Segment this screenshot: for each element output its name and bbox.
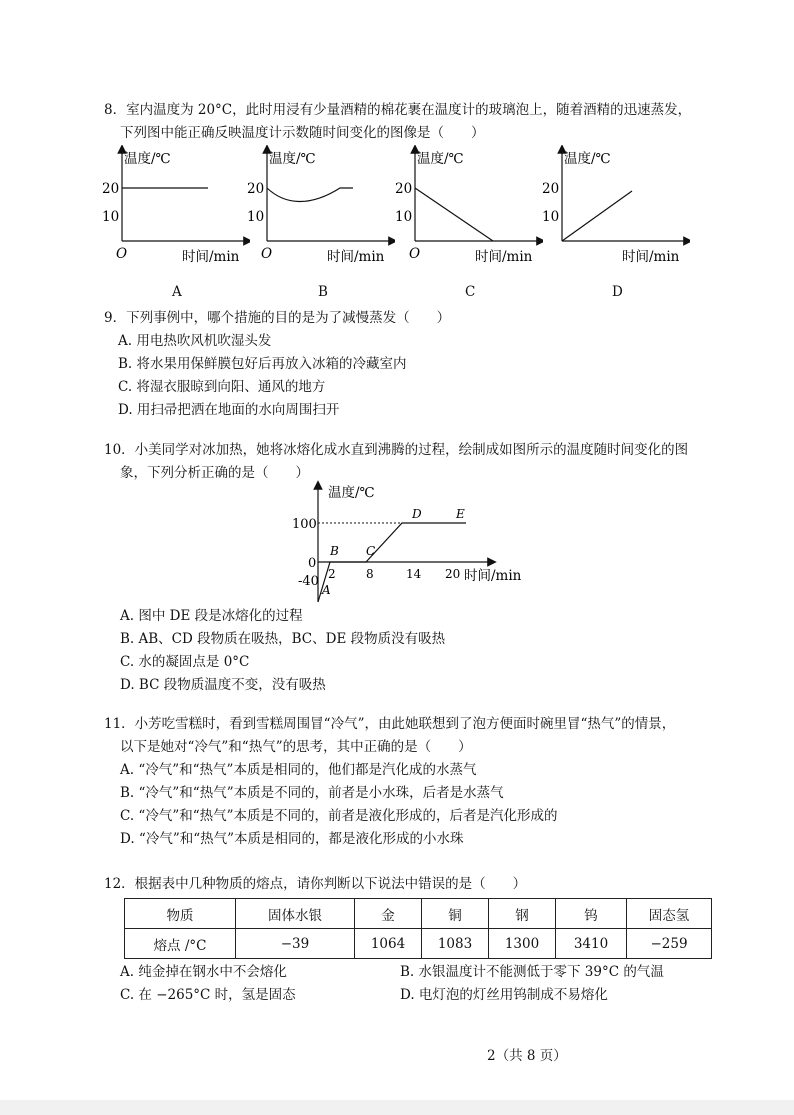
q8-b-curve bbox=[267, 188, 353, 202]
table-cell: 1064 bbox=[355, 929, 422, 959]
q10-option-d: D. BC 段物质温度不变，没有吸热 bbox=[120, 677, 326, 693]
q8-c-tick20: 20 bbox=[395, 181, 413, 197]
q8-c-origin: O bbox=[409, 246, 421, 262]
q10-point-a: A bbox=[322, 583, 331, 597]
q8-d-tick10: 10 bbox=[542, 209, 560, 225]
q10-stem-line2: 象，下列分析正确的是（ ） bbox=[120, 465, 309, 481]
q9-option-d: D. 用扫帚把洒在地面的水向周围扫开 bbox=[118, 402, 340, 418]
q9-stem: 9．下列事例中，哪个措施的目的是为了减慢蒸发（ ） bbox=[104, 310, 451, 326]
q11-option-d: D. “冷气”和“热气”本质是相同的，都是液化形成的小水珠 bbox=[120, 831, 464, 847]
q8-a-tick10: 10 bbox=[102, 209, 120, 225]
melting-point-table bbox=[124, 898, 712, 959]
q10-xtick-8: 8 bbox=[366, 567, 374, 581]
q11-stem-line1: 11．小芳吃雪糕时，看到雪糕周围冒“冷气”，由此她联想到了泡方便面时碗里冒“热气”的情景， bbox=[104, 716, 676, 732]
q10-xlabel: 时间/min bbox=[464, 568, 522, 584]
q10-point-d: D bbox=[412, 507, 422, 521]
q10-option-a: A. 图中 DE 段是冰熔化的过程 bbox=[120, 608, 303, 624]
q8-option-a: A bbox=[172, 284, 182, 300]
q8-b-xlabel: 时间/min bbox=[327, 249, 385, 265]
table-cell: 固态氢 bbox=[627, 899, 712, 929]
table-header-row bbox=[125, 899, 712, 929]
q10-ytick-0: 0 bbox=[308, 556, 317, 571]
table-cell: 3410 bbox=[556, 929, 627, 959]
q8-a-origin: O bbox=[116, 246, 128, 262]
q8-c-curve bbox=[415, 188, 493, 241]
q8-a-xlabel: 时间/min bbox=[182, 249, 240, 265]
table-cell: 固体水银 bbox=[236, 899, 355, 929]
table-row bbox=[125, 929, 712, 959]
q8-c-tick10: 10 bbox=[395, 209, 413, 225]
q8-stem-line1: 8．室内温度为 20°C，此时用浸有少量酒精的棉花裹在温度计的玻璃泡上，随着酒精的迅速蒸发， bbox=[104, 102, 692, 118]
q8-option-d: D bbox=[612, 284, 623, 300]
q10-ytick-100: 100 bbox=[292, 517, 317, 532]
q10-point-c: C bbox=[366, 544, 376, 558]
q8-d-xlabel: 时间/min bbox=[622, 249, 680, 265]
q8-d-ylabel: 温度/℃ bbox=[564, 151, 611, 167]
q10-stem-line1: 10．小美同学对冰加热，她将冰熔化成水直到沸腾的过程，绘制成如图所示的温度随时间变化的图 bbox=[104, 442, 689, 458]
table-cell: 钢 bbox=[489, 899, 556, 929]
q11-option-c: C. “冷气”和“热气”本质是不同的，前者是液化形成的，后者是汽化形成的 bbox=[120, 808, 558, 824]
q10-ylabel: 温度/℃ bbox=[328, 485, 375, 501]
q10-graph bbox=[292, 480, 532, 605]
q11-option-b: B. “冷气”和“热气”本质是不同的，前者是小水珠，后者是水蒸气 bbox=[120, 785, 504, 801]
table-cell: −259 bbox=[627, 929, 712, 959]
q10-xtick-14: 14 bbox=[406, 567, 422, 581]
q8-b-ylabel: 温度/℃ bbox=[269, 151, 316, 167]
page-bottom-edge bbox=[0, 1100, 794, 1115]
q12-option-b: B. 水银温度计不能测低于零下 39°C 的气温 bbox=[400, 964, 664, 980]
q12-option-d: D. 电灯泡的灯丝用钨制成不易熔化 bbox=[400, 987, 608, 1003]
q10-option-c: C. 水的凝固点是 0°C bbox=[120, 654, 250, 670]
table-cell: 1300 bbox=[489, 929, 556, 959]
q8-stem-line2: 下列图中能正确反映温度计示数随时间变化的图像是（ ） bbox=[120, 125, 485, 141]
table-cell: 物质 bbox=[125, 899, 236, 929]
q9-option-c: C. 将湿衣服晾到向阳、通风的地方 bbox=[118, 379, 326, 395]
q10-point-e: E bbox=[456, 507, 465, 521]
q10-xtick-2: 2 bbox=[328, 567, 336, 581]
table-cell: 金 bbox=[355, 899, 422, 929]
q8-b-origin: O bbox=[261, 246, 273, 262]
table-cell: −39 bbox=[236, 929, 355, 959]
table-cell: 钨 bbox=[556, 899, 627, 929]
q12-option-a: A. 纯金掉在钢水中不会熔化 bbox=[120, 964, 287, 980]
q10-ytick-neg40: -40 bbox=[298, 574, 319, 589]
table-cell: 熔点 /°C bbox=[125, 929, 236, 959]
q9-option-b: B. 将水果用保鲜膜包好后再放入冰箱的冷藏室内 bbox=[118, 356, 407, 372]
q8-graph-a bbox=[100, 145, 250, 270]
q8-d-tick20: 20 bbox=[542, 181, 560, 197]
table-cell: 铜 bbox=[422, 899, 489, 929]
q10-option-b: B. AB、CD 段物质在吸热，BC、DE 段物质没有吸热 bbox=[120, 631, 446, 647]
q12-option-c: C. 在 −265°C 时，氢是固态 bbox=[120, 987, 296, 1003]
q8-c-xlabel: 时间/min bbox=[475, 249, 533, 265]
q9-option-a: A. 用电热吹风机吹湿头发 bbox=[118, 333, 272, 349]
q8-option-b: B bbox=[318, 284, 328, 300]
q10-xtick-20: 20 bbox=[445, 567, 461, 581]
q8-a-tick20: 20 bbox=[102, 181, 120, 197]
q8-d-curve bbox=[562, 191, 632, 241]
table-cell: 1083 bbox=[422, 929, 489, 959]
q8-graph-c bbox=[393, 145, 543, 270]
q8-a-ylabel: 温度/℃ bbox=[124, 151, 171, 167]
q11-option-a: A. “冷气”和“热气”本质是相同的，他们都是汽化成的水蒸气 bbox=[120, 762, 477, 778]
q8-graph-d bbox=[540, 145, 690, 270]
q11-stem-line2: 以下是她对“冷气”和“热气”的思考，其中正确的是（ ） bbox=[120, 739, 472, 755]
q10-point-b: B bbox=[330, 544, 339, 558]
q8-b-tick10: 10 bbox=[247, 209, 265, 225]
q8-option-c: C bbox=[465, 284, 476, 300]
page-number: 2（共 8 页） bbox=[487, 1048, 567, 1064]
q8-b-tick20: 20 bbox=[247, 181, 265, 197]
q12-stem: 12．根据表中几种物质的熔点，请你判断以下说法中错误的是（ ） bbox=[104, 876, 527, 892]
q8-graph-b bbox=[245, 145, 395, 270]
q8-c-ylabel: 温度/℃ bbox=[417, 151, 464, 167]
